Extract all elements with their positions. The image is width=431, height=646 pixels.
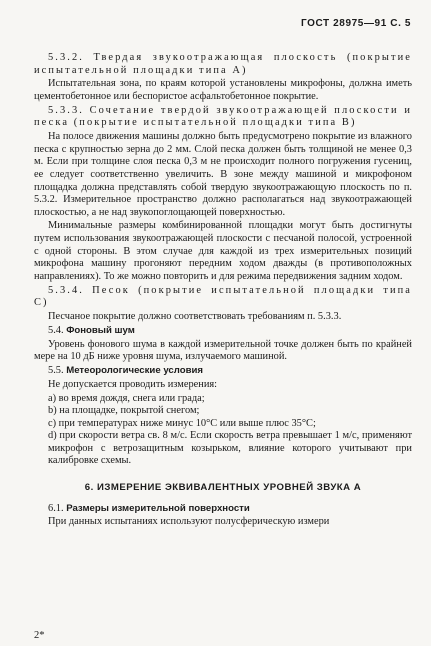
list-item: с) при температурах ниже минус 10°С или выше плюс 35°С;: [48, 417, 316, 429]
clause-5-3-2-text: Испытательная зона, по краям которой установлены микрофоны, должна иметь цементобетонное или беспористое асфальтобетонное покрытие.: [34, 78, 412, 102]
list-item: а) во время дождя, снега или града;: [48, 392, 205, 404]
list-item: d) при скорости ветра св. 8 м/с. Если скорость ветра превышает 1 м/с, применяют микрофон с ветрозащитным козырьком, влияние которого учитывают при калибровке схемы.: [48, 430, 412, 467]
clause-5-5-title: Метеорологические условия: [66, 364, 203, 376]
clause-5-3-4-text: Песчаное покрытие должно соответствовать требованиям п. 5.3.3.: [48, 311, 342, 322]
weather-conditions-list: [34, 393, 412, 469]
document-body: [34, 52, 412, 530]
clause-6-1-title: Размеры измерительной поверхности: [66, 502, 250, 514]
clause-5-4-title: Фоновый шум: [66, 324, 135, 336]
clause-6-1-number: 6.1.: [48, 502, 64, 514]
clause-5-3-4-title: 5.3.4. Песок (покрытие испытательной площадки типа С): [34, 284, 412, 309]
section-6-title: 6. ИЗМЕРЕНИЕ ЭКВИВАЛЕНТНЫХ УРОВНЕЙ ЗВУКА А: [84, 482, 362, 494]
list-item: b) на площадке, покрытой снегом;: [48, 405, 200, 417]
clause-5-3-3-text-2: Минимальные размеры комбинированной площадки могут быть достигнуты путем использования звукоотражающей плоскости с песчаной полосой, устроенной с одной стороны. В этом случае для каждой из трех измерительных позиций микрофона машину прогоняют передним ходом дважды (в противоположных направлениях). То же можно повторить и для режима передвижения задним ходом.: [34, 220, 412, 282]
clause-5-3-2-title: 5.3.2. Твердая звукоотражающая плоскость (покрытие испытательной площадки типа А): [34, 52, 412, 76]
clause-5-4-number: 5.4.: [48, 324, 64, 336]
clause-6-1-text: При данных испытаниях используют полусферическую измери: [48, 516, 330, 528]
clause-5-3-3-title: 5.3.3. Сочетание твердой звукоотражающей плоскости и песка (покрытие испытательной площадки типа В): [34, 104, 412, 129]
clause-5-3-3-text-1: На полосе движения машины должно быть предусмотрено покрытие из влажного песка с крупностью зерна до 2 мм. Слой песка должен быть толщиной не менее 0,3 м. Если при толщине слоя песка 0,3 м не происходит полного погружения гусениц, ее следует соответственно увеличить. В зоне между машиной и микрофоном площадка должна представлять собой твердую звукоотражающую плоскость по п. 5.3.2. Измерительное пространство должно располагаться над звукоотражающей плоскостью, а не над звукопоглощающей поверхностью.: [34, 131, 412, 218]
page-header: ГОСТ 28975—91 С. 5: [300, 18, 411, 29]
clause-5-5-heading: [34, 365, 412, 378]
clause-5-5-number: 5.5.: [48, 364, 64, 376]
clause-5-4-text: Уровень фонового шума в каждой измерительной точке должен быть по крайней мере на 10 дБ ниже уровня шума, излучаемого машиной.: [34, 338, 412, 363]
clause-5-4-heading: [34, 325, 412, 338]
clause-5-5-intro: Не допускается проводить измерения:: [48, 378, 218, 390]
clause-6-1-heading: [34, 503, 412, 516]
page-signature: 2*: [34, 630, 45, 641]
